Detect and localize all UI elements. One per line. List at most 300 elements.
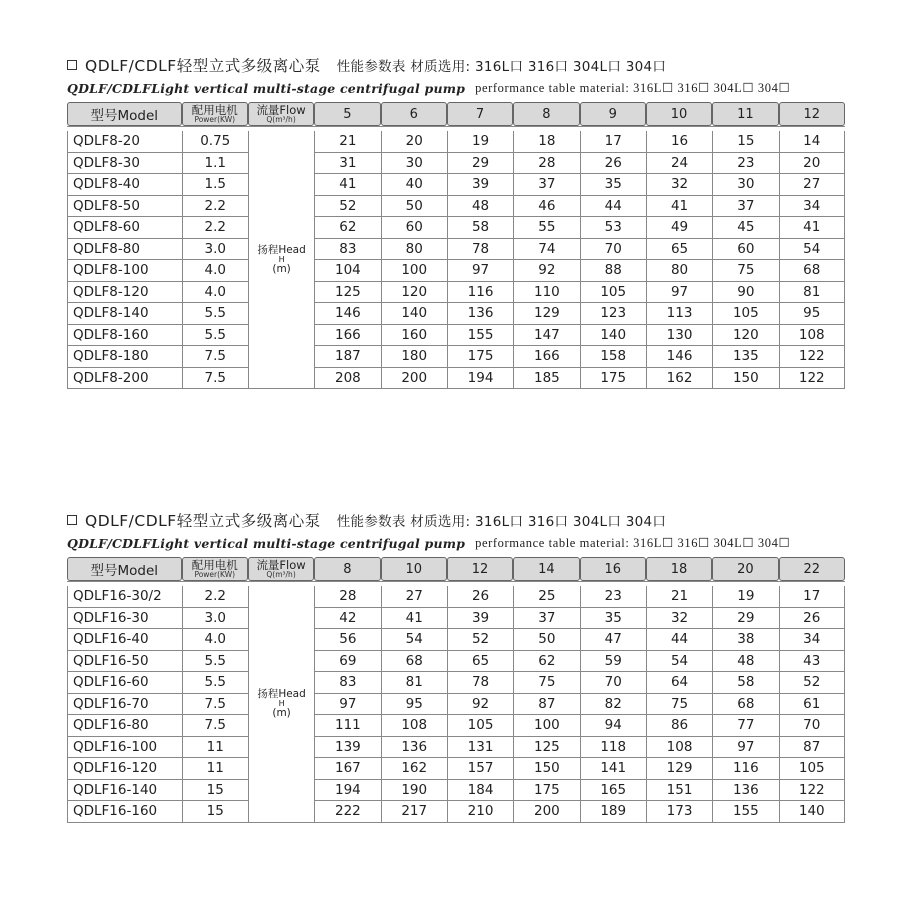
cell-power: 15 <box>182 801 248 823</box>
cell-head-value: 50 <box>513 629 579 651</box>
cell-head-value: 97 <box>646 282 712 304</box>
cell-model: QDLF16-100 <box>67 737 182 759</box>
cell-head-value: 29 <box>447 153 513 175</box>
cell-head-value: 97 <box>314 694 380 716</box>
cell-head-value: 130 <box>646 325 712 347</box>
cell-head-value: 77 <box>712 715 778 737</box>
header-power-unit: Power(KW) <box>194 570 236 579</box>
cell-head-value: 200 <box>513 801 579 823</box>
cell-model: QDLF8-180 <box>67 346 182 368</box>
cell-head-value: 52 <box>314 196 380 218</box>
table-row <box>67 325 845 347</box>
cell-head-value: 80 <box>646 260 712 282</box>
cell-head-value: 97 <box>447 260 513 282</box>
cell-head-value: 32 <box>646 174 712 196</box>
cell-head-value: 111 <box>314 715 380 737</box>
cell-head-value: 116 <box>447 282 513 304</box>
cell-head-value: 166 <box>513 346 579 368</box>
cell-head-value: 95 <box>779 303 845 325</box>
cell-head-value: 123 <box>580 303 646 325</box>
cell-head-value: 41 <box>779 217 845 239</box>
cell-head-value: 65 <box>447 651 513 673</box>
table-row <box>67 368 845 390</box>
cell-head-value: 48 <box>447 196 513 218</box>
cell-head-value: 27 <box>779 174 845 196</box>
cell-head-value: 78 <box>447 672 513 694</box>
cell-model: QDLF16-120 <box>67 758 182 780</box>
cell-head-value: 81 <box>381 672 447 694</box>
cell-head-value: 166 <box>314 325 380 347</box>
cell-head-value: 151 <box>646 780 712 802</box>
cell-head-value: 162 <box>381 758 447 780</box>
cell-head-value: 125 <box>314 282 380 304</box>
cell-head-value: 173 <box>646 801 712 823</box>
cell-power: 7.5 <box>182 346 248 368</box>
cell-power: 11 <box>182 758 248 780</box>
table-row <box>67 694 845 716</box>
cell-head-value: 158 <box>580 346 646 368</box>
checkbox-square-icon <box>67 60 77 70</box>
head-symbol: H <box>278 254 285 264</box>
header-row <box>67 102 845 126</box>
cell-head-value: 24 <box>646 153 712 175</box>
cell-model: QDLF8-50 <box>67 196 182 218</box>
cell-head-value: 155 <box>447 325 513 347</box>
cell-power: 2.2 <box>182 217 248 239</box>
cell-head-value: 147 <box>513 325 579 347</box>
cell-model: QDLF8-40 <box>67 174 182 196</box>
cell-power: 0.75 <box>182 131 248 153</box>
table-row <box>67 346 845 368</box>
cell-head-value: 135 <box>712 346 778 368</box>
cell-head-value: 190 <box>381 780 447 802</box>
cell-head-value: 14 <box>779 131 845 153</box>
table-row <box>67 217 845 239</box>
header-flow <box>248 102 314 126</box>
header-flow-value: 7 <box>447 102 513 126</box>
cell-head-value: 113 <box>646 303 712 325</box>
cell-head-value: 150 <box>513 758 579 780</box>
table-row <box>67 780 845 802</box>
cell-head-value: 16 <box>646 131 712 153</box>
header-flow-value: 18 <box>646 557 712 581</box>
cell-head-value: 140 <box>381 303 447 325</box>
cell-power: 11 <box>182 737 248 759</box>
table-row <box>67 153 845 175</box>
subtitle-english: QDLF/CDLFLight vertical multi-stage centrifugal pump <box>67 535 466 551</box>
cell-head-value: 69 <box>314 651 380 673</box>
cell-head-value: 28 <box>513 153 579 175</box>
header-flow-value: 8 <box>314 557 380 581</box>
cell-head-value: 157 <box>447 758 513 780</box>
cell-head-value: 68 <box>712 694 778 716</box>
pump-table-section-1 <box>67 54 845 389</box>
title-main: QDLF/CDLF轻型立式多级离心泵 <box>85 512 321 530</box>
cell-head-value: 105 <box>712 303 778 325</box>
header-flow-unit: Q(m³/h) <box>266 570 296 579</box>
cell-model: QDLF8-160 <box>67 325 182 347</box>
cell-head-value: 187 <box>314 346 380 368</box>
header-power-unit: Power(KW) <box>194 115 236 124</box>
cell-head-value: 136 <box>381 737 447 759</box>
cell-head-value: 56 <box>314 629 380 651</box>
cell-head-value: 131 <box>447 737 513 759</box>
cell-model: QDLF16-60 <box>67 672 182 694</box>
cell-head-value: 118 <box>580 737 646 759</box>
cell-head-value: 180 <box>381 346 447 368</box>
cell-head-value: 70 <box>580 239 646 261</box>
cell-head-value: 162 <box>646 368 712 390</box>
cell-head-value: 20 <box>381 131 447 153</box>
cell-head-value: 39 <box>447 174 513 196</box>
cell-head-value: 94 <box>580 715 646 737</box>
cell-head-value: 23 <box>712 153 778 175</box>
cell-head-value: 20 <box>779 153 845 175</box>
cell-head-value: 217 <box>381 801 447 823</box>
table-row <box>67 239 845 261</box>
cell-head-value: 122 <box>779 780 845 802</box>
cell-head-value: 21 <box>314 131 380 153</box>
cell-head-value: 52 <box>779 672 845 694</box>
cell-power: 3.0 <box>182 608 248 630</box>
cell-head-value: 74 <box>513 239 579 261</box>
cell-head-value: 146 <box>314 303 380 325</box>
cell-model: QDLF16-50 <box>67 651 182 673</box>
table-row <box>67 608 845 630</box>
cell-head-value: 35 <box>580 174 646 196</box>
cell-power: 5.5 <box>182 651 248 673</box>
cell-head-value: 184 <box>447 780 513 802</box>
cell-model: QDLF16-160 <box>67 801 182 823</box>
cell-head-value: 48 <box>712 651 778 673</box>
cell-head-value: 38 <box>712 629 778 651</box>
table-row <box>67 758 845 780</box>
cell-model: QDLF8-200 <box>67 368 182 390</box>
header-model: 型号Model <box>67 557 182 581</box>
cell-head-value: 68 <box>381 651 447 673</box>
head-label-cell <box>248 131 314 389</box>
cell-head-value: 108 <box>646 737 712 759</box>
cell-power: 3.0 <box>182 239 248 261</box>
cell-head-value: 140 <box>580 325 646 347</box>
cell-model: QDLF8-60 <box>67 217 182 239</box>
table-row <box>67 672 845 694</box>
cell-head-value: 75 <box>646 694 712 716</box>
cell-head-value: 83 <box>314 239 380 261</box>
head-symbol: H <box>278 698 285 708</box>
cell-head-value: 136 <box>447 303 513 325</box>
cell-head-value: 41 <box>381 608 447 630</box>
cell-head-value: 105 <box>779 758 845 780</box>
cell-head-value: 83 <box>314 672 380 694</box>
table-title <box>67 509 845 531</box>
subtitle-material: performance table material: 316L☐ 316☐ 304L☐ 304☐ <box>475 81 791 95</box>
cell-head-value: 65 <box>646 239 712 261</box>
cell-head-value: 50 <box>381 196 447 218</box>
cell-head-value: 70 <box>580 672 646 694</box>
cell-head-value: 175 <box>580 368 646 390</box>
cell-head-value: 97 <box>712 737 778 759</box>
cell-head-value: 17 <box>779 586 845 608</box>
head-unit: (m) <box>272 706 291 719</box>
header-flow-unit: Q(m³/h) <box>266 115 296 124</box>
cell-head-value: 189 <box>580 801 646 823</box>
cell-head-value: 26 <box>447 586 513 608</box>
cell-head-value: 15 <box>712 131 778 153</box>
table-row <box>67 586 845 608</box>
table-row <box>67 715 845 737</box>
table-row <box>67 131 845 153</box>
cell-head-value: 55 <box>513 217 579 239</box>
header-flow-value: 12 <box>779 102 845 126</box>
title-main: QDLF/CDLF轻型立式多级离心泵 <box>85 57 321 75</box>
cell-head-value: 82 <box>580 694 646 716</box>
cell-head-value: 64 <box>646 672 712 694</box>
cell-power: 7.5 <box>182 368 248 390</box>
cell-head-value: 52 <box>447 629 513 651</box>
cell-head-value: 54 <box>779 239 845 261</box>
header-flow-value: 9 <box>580 102 646 126</box>
cell-head-value: 21 <box>646 586 712 608</box>
cell-model: QDLF16-140 <box>67 780 182 802</box>
table-row <box>67 801 845 823</box>
cell-power: 5.5 <box>182 672 248 694</box>
cell-head-value: 30 <box>381 153 447 175</box>
header-flow-value: 8 <box>513 102 579 126</box>
cell-head-value: 34 <box>779 629 845 651</box>
table-title <box>67 54 845 76</box>
header-power-cn: 配用电机 <box>191 103 238 117</box>
cell-head-value: 62 <box>513 651 579 673</box>
cell-head-value: 54 <box>381 629 447 651</box>
cell-head-value: 175 <box>447 346 513 368</box>
cell-head-value: 30 <box>712 174 778 196</box>
cell-head-value: 222 <box>314 801 380 823</box>
cell-head-value: 17 <box>580 131 646 153</box>
cell-head-value: 100 <box>513 715 579 737</box>
cell-head-value: 122 <box>779 346 845 368</box>
cell-head-value: 200 <box>381 368 447 390</box>
cell-model: QDLF16-80 <box>67 715 182 737</box>
cell-head-value: 92 <box>447 694 513 716</box>
subtitle-english: QDLF/CDLFLight vertical multi-stage centrifugal pump <box>67 80 466 96</box>
cell-head-value: 167 <box>314 758 380 780</box>
cell-head-value: 92 <box>513 260 579 282</box>
header-flow-value: 10 <box>646 102 712 126</box>
cell-head-value: 87 <box>513 694 579 716</box>
table-row <box>67 737 845 759</box>
table-row <box>67 282 845 304</box>
cell-model: QDLF8-140 <box>67 303 182 325</box>
cell-head-value: 100 <box>381 260 447 282</box>
cell-head-value: 39 <box>447 608 513 630</box>
cell-head-value: 45 <box>712 217 778 239</box>
table-row <box>67 196 845 218</box>
cell-head-value: 25 <box>513 586 579 608</box>
cell-head-value: 35 <box>580 608 646 630</box>
cell-head-value: 70 <box>779 715 845 737</box>
cell-head-value: 40 <box>381 174 447 196</box>
head-label: 扬程Head <box>257 243 306 256</box>
cell-head-value: 110 <box>513 282 579 304</box>
cell-head-value: 129 <box>646 758 712 780</box>
cell-head-value: 26 <box>779 608 845 630</box>
header-flow-value: 12 <box>447 557 513 581</box>
header-flow-value: 22 <box>779 557 845 581</box>
header-model: 型号Model <box>67 102 182 126</box>
cell-head-value: 78 <box>447 239 513 261</box>
cell-head-value: 175 <box>513 780 579 802</box>
header-flow-value: 10 <box>381 557 447 581</box>
cell-head-value: 75 <box>513 672 579 694</box>
cell-head-value: 23 <box>580 586 646 608</box>
header-row <box>67 557 845 581</box>
cell-head-value: 155 <box>712 801 778 823</box>
cell-head-value: 37 <box>712 196 778 218</box>
cell-head-value: 18 <box>513 131 579 153</box>
cell-head-value: 53 <box>580 217 646 239</box>
cell-head-value: 104 <box>314 260 380 282</box>
cell-head-value: 34 <box>779 196 845 218</box>
pump-table-section-2 <box>67 509 845 823</box>
header-flow-cn: 流量Flow <box>256 103 306 117</box>
table-row <box>67 260 845 282</box>
cell-head-value: 108 <box>381 715 447 737</box>
cell-head-value: 136 <box>712 780 778 802</box>
cell-power: 15 <box>182 780 248 802</box>
cell-power: 5.5 <box>182 325 248 347</box>
checkbox-square-icon <box>67 515 77 525</box>
subtitle-material: performance table material: 316L☐ 316☐ 304L☐ 304☐ <box>475 536 791 550</box>
cell-head-value: 87 <box>779 737 845 759</box>
header-power-cn: 配用电机 <box>191 558 238 572</box>
cell-head-value: 26 <box>580 153 646 175</box>
cell-head-value: 62 <box>314 217 380 239</box>
cell-head-value: 116 <box>712 758 778 780</box>
cell-head-value: 41 <box>646 196 712 218</box>
cell-head-value: 54 <box>646 651 712 673</box>
cell-power: 4.0 <box>182 629 248 651</box>
header-power <box>182 557 248 581</box>
cell-head-value: 59 <box>580 651 646 673</box>
cell-head-value: 19 <box>447 131 513 153</box>
cell-power: 1.5 <box>182 174 248 196</box>
cell-head-value: 41 <box>314 174 380 196</box>
cell-head-value: 194 <box>447 368 513 390</box>
title-sub: 性能参数表 材质选用: 316L口 316口 304L口 304口 <box>336 514 667 530</box>
cell-model: QDLF8-20 <box>67 131 182 153</box>
cell-head-value: 43 <box>779 651 845 673</box>
cell-power: 4.0 <box>182 260 248 282</box>
cell-head-value: 139 <box>314 737 380 759</box>
cell-head-value: 146 <box>646 346 712 368</box>
cell-power: 2.2 <box>182 196 248 218</box>
header-flow-value: 5 <box>314 102 380 126</box>
cell-head-value: 19 <box>712 586 778 608</box>
header-flow <box>248 557 314 581</box>
cell-head-value: 46 <box>513 196 579 218</box>
cell-head-value: 120 <box>381 282 447 304</box>
cell-head-value: 27 <box>381 586 447 608</box>
head-label-cell <box>248 586 314 823</box>
header-flow-value: 6 <box>381 102 447 126</box>
header-flow-value: 11 <box>712 102 778 126</box>
cell-model: QDLF16-70 <box>67 694 182 716</box>
cell-head-value: 37 <box>513 608 579 630</box>
head-unit: (m) <box>272 262 291 275</box>
performance-table <box>67 102 845 389</box>
cell-head-value: 140 <box>779 801 845 823</box>
cell-head-value: 28 <box>314 586 380 608</box>
cell-head-value: 108 <box>779 325 845 347</box>
cell-head-value: 210 <box>447 801 513 823</box>
cell-head-value: 31 <box>314 153 380 175</box>
cell-power: 1.1 <box>182 153 248 175</box>
cell-head-value: 208 <box>314 368 380 390</box>
cell-head-value: 105 <box>447 715 513 737</box>
cell-head-value: 42 <box>314 608 380 630</box>
cell-head-value: 37 <box>513 174 579 196</box>
cell-head-value: 81 <box>779 282 845 304</box>
cell-head-value: 29 <box>712 608 778 630</box>
table-subtitle <box>67 533 845 553</box>
table-row <box>67 629 845 651</box>
header-flow-value: 20 <box>712 557 778 581</box>
cell-head-value: 141 <box>580 758 646 780</box>
cell-head-value: 88 <box>580 260 646 282</box>
cell-head-value: 105 <box>580 282 646 304</box>
cell-head-value: 194 <box>314 780 380 802</box>
head-label: 扬程Head <box>257 687 306 700</box>
cell-head-value: 86 <box>646 715 712 737</box>
cell-power: 7.5 <box>182 715 248 737</box>
performance-table <box>67 557 845 823</box>
cell-head-value: 122 <box>779 368 845 390</box>
cell-model: QDLF16-40 <box>67 629 182 651</box>
cell-head-value: 49 <box>646 217 712 239</box>
cell-model: QDLF8-120 <box>67 282 182 304</box>
header-flow-value: 14 <box>513 557 579 581</box>
cell-head-value: 95 <box>381 694 447 716</box>
header-flow-cn: 流量Flow <box>256 558 306 572</box>
cell-power: 2.2 <box>182 586 248 608</box>
cell-model: QDLF16-30/2 <box>67 586 182 608</box>
header-power <box>182 102 248 126</box>
cell-head-value: 80 <box>381 239 447 261</box>
cell-head-value: 47 <box>580 629 646 651</box>
header-flow-value: 16 <box>580 557 646 581</box>
cell-head-value: 60 <box>712 239 778 261</box>
cell-head-value: 120 <box>712 325 778 347</box>
cell-model: QDLF8-30 <box>67 153 182 175</box>
cell-model: QDLF16-30 <box>67 608 182 630</box>
cell-head-value: 68 <box>779 260 845 282</box>
cell-power: 5.5 <box>182 303 248 325</box>
cell-head-value: 44 <box>646 629 712 651</box>
cell-power: 4.0 <box>182 282 248 304</box>
cell-model: QDLF8-80 <box>67 239 182 261</box>
cell-head-value: 58 <box>712 672 778 694</box>
cell-head-value: 32 <box>646 608 712 630</box>
cell-power: 7.5 <box>182 694 248 716</box>
table-subtitle <box>67 78 845 98</box>
cell-model: QDLF8-100 <box>67 260 182 282</box>
cell-head-value: 125 <box>513 737 579 759</box>
cell-head-value: 185 <box>513 368 579 390</box>
cell-head-value: 160 <box>381 325 447 347</box>
cell-head-value: 58 <box>447 217 513 239</box>
cell-head-value: 165 <box>580 780 646 802</box>
